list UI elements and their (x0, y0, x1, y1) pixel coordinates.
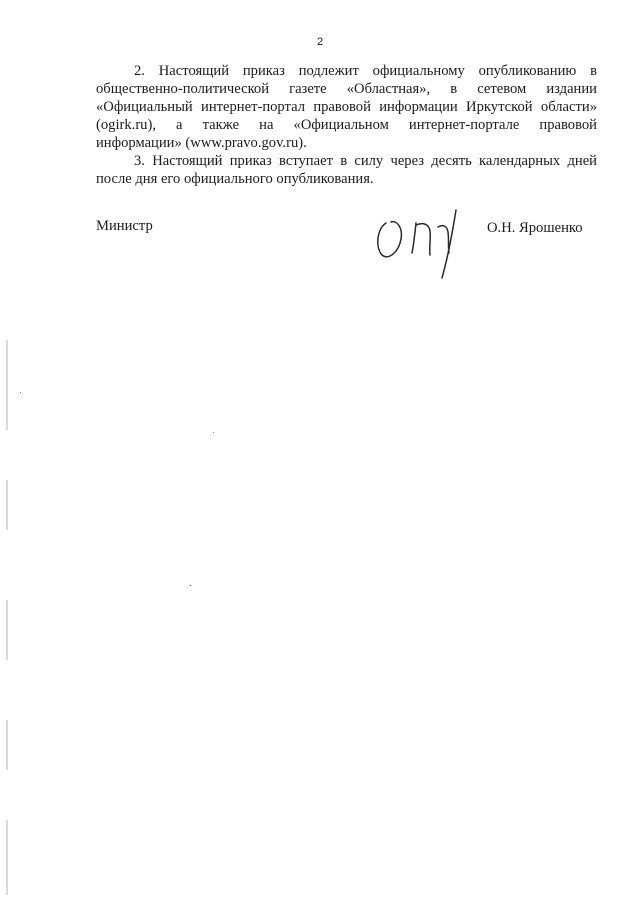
page-number: 2 (316, 36, 324, 48)
paragraph-line: 3. Настоящий приказ вступает в силу через десять календарных дней (134, 153, 597, 169)
scan-speck (213, 432, 214, 433)
paragraph-publication (96, 62, 597, 152)
paragraph-line: информации» (www.pravo.gov.ru). (96, 135, 307, 151)
signatory-name: О.Н. Ярошенко (487, 220, 583, 236)
paragraph-entry-into-force (96, 152, 597, 188)
signature-block (96, 218, 586, 288)
paragraph-line: 2. Настоящий приказ подлежит официальному опубликованию в (134, 63, 597, 79)
handwritten-signature (374, 201, 476, 281)
signatory-title: Министр (96, 218, 153, 234)
paragraph-line: после дня его официального опубликования. (96, 171, 374, 187)
scan-speck (190, 585, 191, 586)
paragraph-line: общественно-политической газете «Областная», в сетевом издании (96, 81, 597, 97)
paragraph-line: «Официальный интернет-портал правовой информации Иркутской области» (96, 99, 597, 115)
paragraph-line: (ogirk.ru), а также на «Официальном интернет-портале правовой (96, 117, 597, 133)
scan-speck (20, 392, 21, 393)
scan-edge-artifact (6, 300, 8, 900)
document-body (96, 62, 597, 188)
